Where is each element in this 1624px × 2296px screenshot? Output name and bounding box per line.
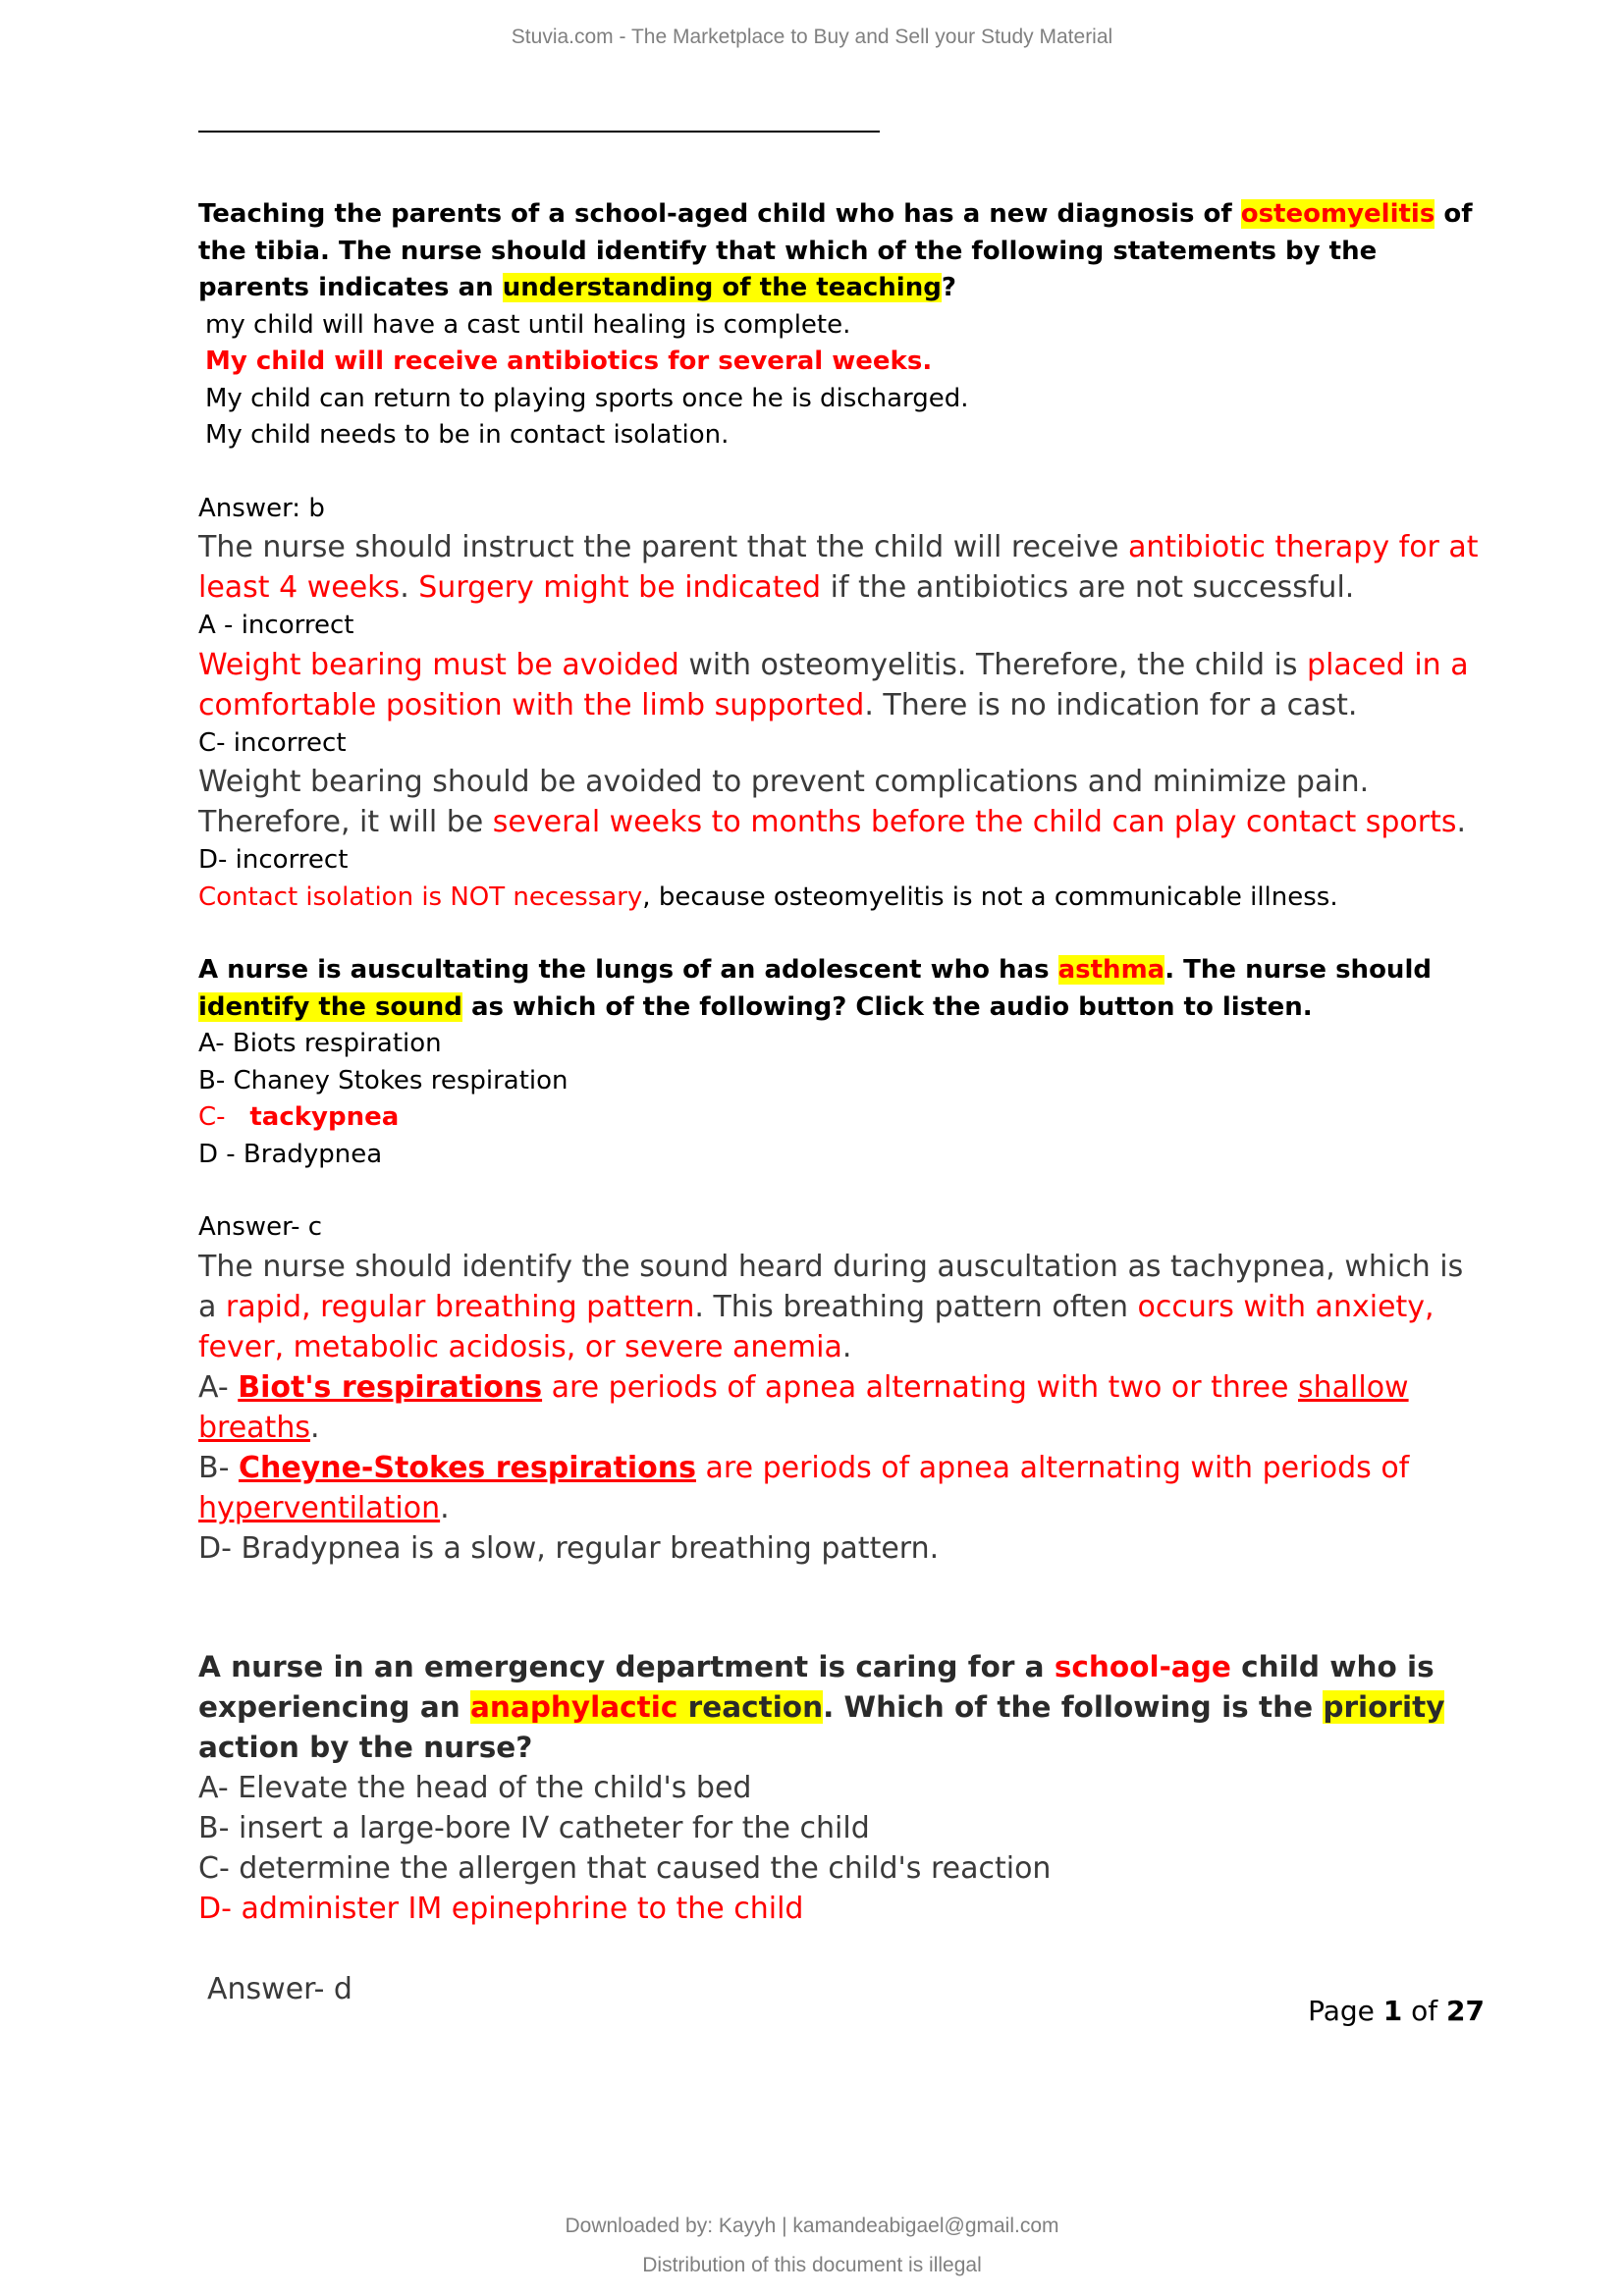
q1-c-rationale: Weight bearing should be avoided to prevent complications and minimize pain. Therefore, it will be several weeks to months before the child can play contact sports. — [198, 765, 1467, 839]
distribution-notice: Distribution of this document is illegal — [642, 2254, 982, 2276]
q1-rationale: The nurse should instruct the parent that the child will receive antibiotic therapy for at least 4 weeks. Surgery might be indicated if the antibiotics are not successful. — [198, 530, 1479, 605]
document-body — [198, 196, 1485, 2009]
q1-option-b-correct: My child will receive antibiotics for several weeks. — [205, 347, 933, 376]
question-1-stem: Teaching the parents of a school-aged child who has a new diagnosis of osteomyelitis of the tibia. The nurse should identify that which of the following statements by the parents indicates an understanding of the teaching? — [198, 199, 1473, 302]
q2-d-rationale: D- Bradypnea is a slow, regular breathing pattern. — [198, 1530, 940, 1566]
q1-d-label: D- incorrect — [198, 845, 349, 875]
highlight-osteomyelitis: osteomyelitis — [1240, 199, 1435, 229]
q2-option-a: A- Biots respiration — [198, 1029, 442, 1058]
q2-rationale: The nurse should identify the sound heard during auscultation as tachypnea, which is a rapid, regular breathing pattern. This breathing pattern often occurs with anxiety, fever, metabolic acidosis, or severe anemia. — [198, 1249, 1464, 1364]
highlight-anaphylactic: anaphylactic — [470, 1689, 678, 1724]
q1-option-a: my child will have a cast until healing is complete. — [205, 309, 851, 340]
q2-option-c-correct: C- tackypnea — [198, 1102, 400, 1132]
q1-answer: Answer: b — [198, 493, 325, 523]
highlight-asthma: asthma — [1057, 955, 1165, 985]
q2-option-d: D - Bradypnea — [198, 1139, 383, 1169]
q3-answer: Answer- d — [207, 1971, 352, 2006]
q1-d-rationale: Contact isolation is NOT necessary, because osteomyelitis is not a communicable illness. — [198, 881, 1338, 912]
q1-a-rationale: Weight bearing must be avoided with osteomyelitis. Therefore, the child is placed in a comfortable position with the limb supported. There is no indication for a cast. — [198, 647, 1469, 722]
highlight-identify-sound: identify the sound — [198, 991, 462, 1022]
q2-answer: Answer- c — [198, 1212, 323, 1242]
highlight-priority: priority — [1323, 1689, 1445, 1724]
question-3-stem: A nurse in an emergency department is caring for a school-age child who is experiencing an anaphylactic reaction. Which of the following is the priority action by the nurse? — [198, 1649, 1445, 1764]
q3-option-b: B- insert a large-bore IV catheter for the child — [198, 1810, 870, 1845]
highlight-understanding: understanding of the teaching — [502, 273, 942, 302]
page-number: Page 1 of 27 — [1308, 1995, 1485, 2027]
q3-option-d-correct: D- administer IM epinephrine to the child — [198, 1891, 804, 1926]
q2-b-rationale: B- Cheyne-Stokes respirations are periods of apnea alternating with periods of hyperventilation. — [198, 1450, 1410, 1525]
q1-option-c: My child can return to playing sports once he is discharged. — [205, 383, 969, 413]
q1-a-label: A - incorrect — [198, 611, 354, 640]
q2-a-rationale: A- Biot's respirations are periods of apnea alternating with two or three shallow breaths. — [198, 1369, 1409, 1445]
stuvia-watermark: Stuvia.com - The Marketplace to Buy and Sell your Study Material — [511, 26, 1113, 48]
download-notice: Downloaded by: Kayyh | kamandeabigael@gmail.com — [565, 2215, 1059, 2237]
q3-option-c: C- determine the allergen that caused the child's reaction — [198, 1850, 1052, 1886]
q3-option-a: A- Elevate the head of the child's bed — [198, 1770, 752, 1805]
q1-option-d: My child needs to be in contact isolation. — [205, 420, 730, 450]
q2-option-b: B- Chaney Stokes respiration — [198, 1065, 568, 1095]
question-2-stem: A nurse is auscultating the lungs of an adolescent who has asthma. The nurse should identify the sound as which of the following? Click the audio button to listen. — [198, 955, 1432, 1022]
top-rule — [198, 131, 880, 133]
q1-c-label: C- incorrect — [198, 727, 347, 758]
